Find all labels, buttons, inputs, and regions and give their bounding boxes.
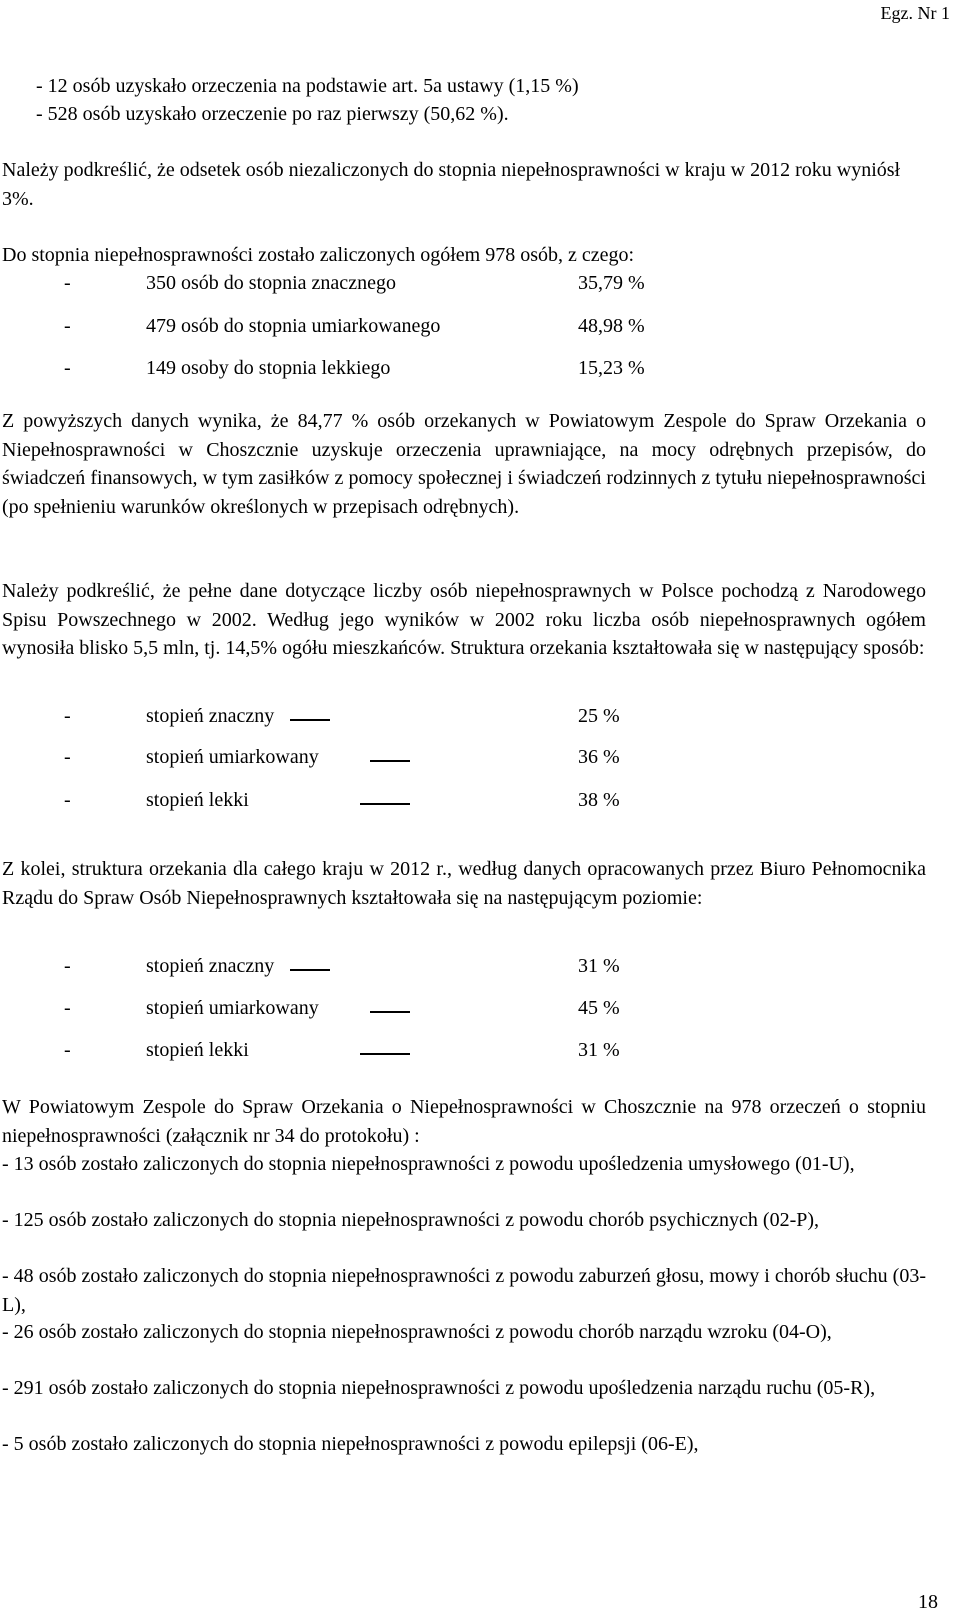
cause-item: - 291 osób zostało zaliczonych do stopnia niepełnosprawności z powodu upośledzenia narządu ruchu (05-R), [2,1377,876,1399]
dash: - [64,357,71,379]
dash: - [64,705,71,727]
structure-value: 31 % [578,955,620,977]
structure-value: 25 % [578,705,620,727]
structure-value: 36 % [578,746,620,768]
structure-2002-row [0,702,960,730]
paragraph-census-2002: Należy podkreślić, że pełne dane dotyczące liczby osób niepełnosprawnych w Polsce pochodzą z Narodowego Spisu Powszechnego w 2002. Według jego wyników w 2002 roku liczba osób niepełnosprawnych ogółem wynosiła blisko 5,5 mln, tj. 14,5% ogółu mieszkańców. Struktura orzekania kształtowała się w następujący sposób: [2,580,926,659]
structure-value: 38 % [578,789,620,811]
em-dash-line [360,1053,410,1055]
degree-row [0,354,960,382]
em-dash-line [290,719,330,721]
structure-2012-row [0,994,960,1022]
dash: - [64,315,71,337]
degree-row [0,269,960,297]
em-dash-line [360,803,410,805]
structure-label: stopień znaczny [146,955,275,977]
structure-value: 31 % [578,1039,620,1061]
em-dash-line [370,1011,410,1013]
degree-value: 15,23 % [578,357,645,379]
degree-label: 479 osób do stopnia umiarkowanego [146,315,441,337]
em-dash-line [370,760,410,762]
copy-number-label: Egz. Nr 1 [880,3,950,23]
structure-2012-row [0,952,960,980]
paragraph-country-2012: Z kolei, struktura orzekania dla całego kraju w 2012 r., według danych opracowanych przez Biuro Pełnomocnika Rządu do Spraw Osób Niepełnosprawnych kształtowała się na następującym poziomie: [2,858,926,909]
degree-label: 149 osoby do stopnia lekkiego [146,357,391,379]
structure-label: stopień umiarkowany [146,997,319,1019]
dash: - [64,1039,71,1061]
structure-value: 45 % [578,997,620,1019]
dash: - [64,997,71,1019]
structure-label: stopień lekki [146,1039,249,1061]
dash: - [64,789,71,811]
paragraph-choszczno: W Powiatowym Zespole do Spraw Orzekania o Niepełnosprawności w Choszcznie na 978 orzeczeń o stopniu niepełnosprawności (załącznik nr 34 do protokołu) : [2,1096,926,1147]
paragraph-conclusion: Z powyższych danych wynika, że 84,77 % osób orzekanych w Powiatowym Zespole do Spraw Orzekania o Niepełnosprawności w Choszcznie uzyskuje orzeczenia uprawniające, na mocy odrębnych przepisów, do świadczeń finansowych, w tym zasiłków z pomocy społecznej i świadczeń rodzinnych z tytułu niepełnosprawności (po spełnieniu warunków określonych w przepisach odrębnych). [2,410,926,518]
paragraph-national-rate: Należy podkreślić, że odsetek osób niezaliczonych do stopnia niepełnosprawności w kraju w 2012 roku wyniósł 3%. [2,159,901,210]
cause-item: - 125 osób zostało zaliczonych do stopnia niepełnosprawności z powodu chorób psychicznych (02-P), [2,1209,820,1231]
paragraph-degrees-intro: Do stopnia niepełnosprawności zostało zaliczonych ogółem 978 osób, z czego: [2,244,635,266]
cause-item: - 13 osób zostało zaliczonych do stopnia niepełnosprawności z powodu upośledzenia umysłowego (01-U), [2,1153,855,1175]
intro-list-item: - 12 osób uzyskało orzeczenia na podstawie art. 5a ustawy (1,15 %) [36,75,579,97]
degree-label: 350 osób do stopnia znacznego [146,272,396,294]
structure-label: stopień znaczny [146,705,275,727]
structure-2002-row [0,743,960,771]
dash: - [64,272,71,294]
degree-value: 48,98 % [578,315,645,337]
em-dash-line [290,969,330,971]
cause-item: - 5 osób zostało zaliczonych do stopnia niepełnosprawności z powodu epilepsji (06-E), [2,1433,699,1455]
degree-row [0,312,960,340]
intro-list-item: - 528 osób uzyskało orzeczenie po raz pierwszy (50,62 %). [36,103,509,125]
structure-2002-row [0,786,960,814]
structure-label: stopień umiarkowany [146,746,319,768]
cause-item: - 48 osób zostało zaliczonych do stopnia niepełnosprawności z powodu zaburzeń głosu, mowy i chorób słuchu (03-L), [2,1265,926,1316]
cause-item: - 26 osób zostało zaliczonych do stopnia niepełnosprawności z powodu chorób narządu wzroku (04-O), [2,1321,832,1343]
structure-2012-row [0,1036,960,1064]
dash: - [64,746,71,768]
degree-value: 35,79 % [578,272,645,294]
structure-label: stopień lekki [146,789,249,811]
page-number: 18 [918,1591,938,1613]
dash: - [64,955,71,977]
